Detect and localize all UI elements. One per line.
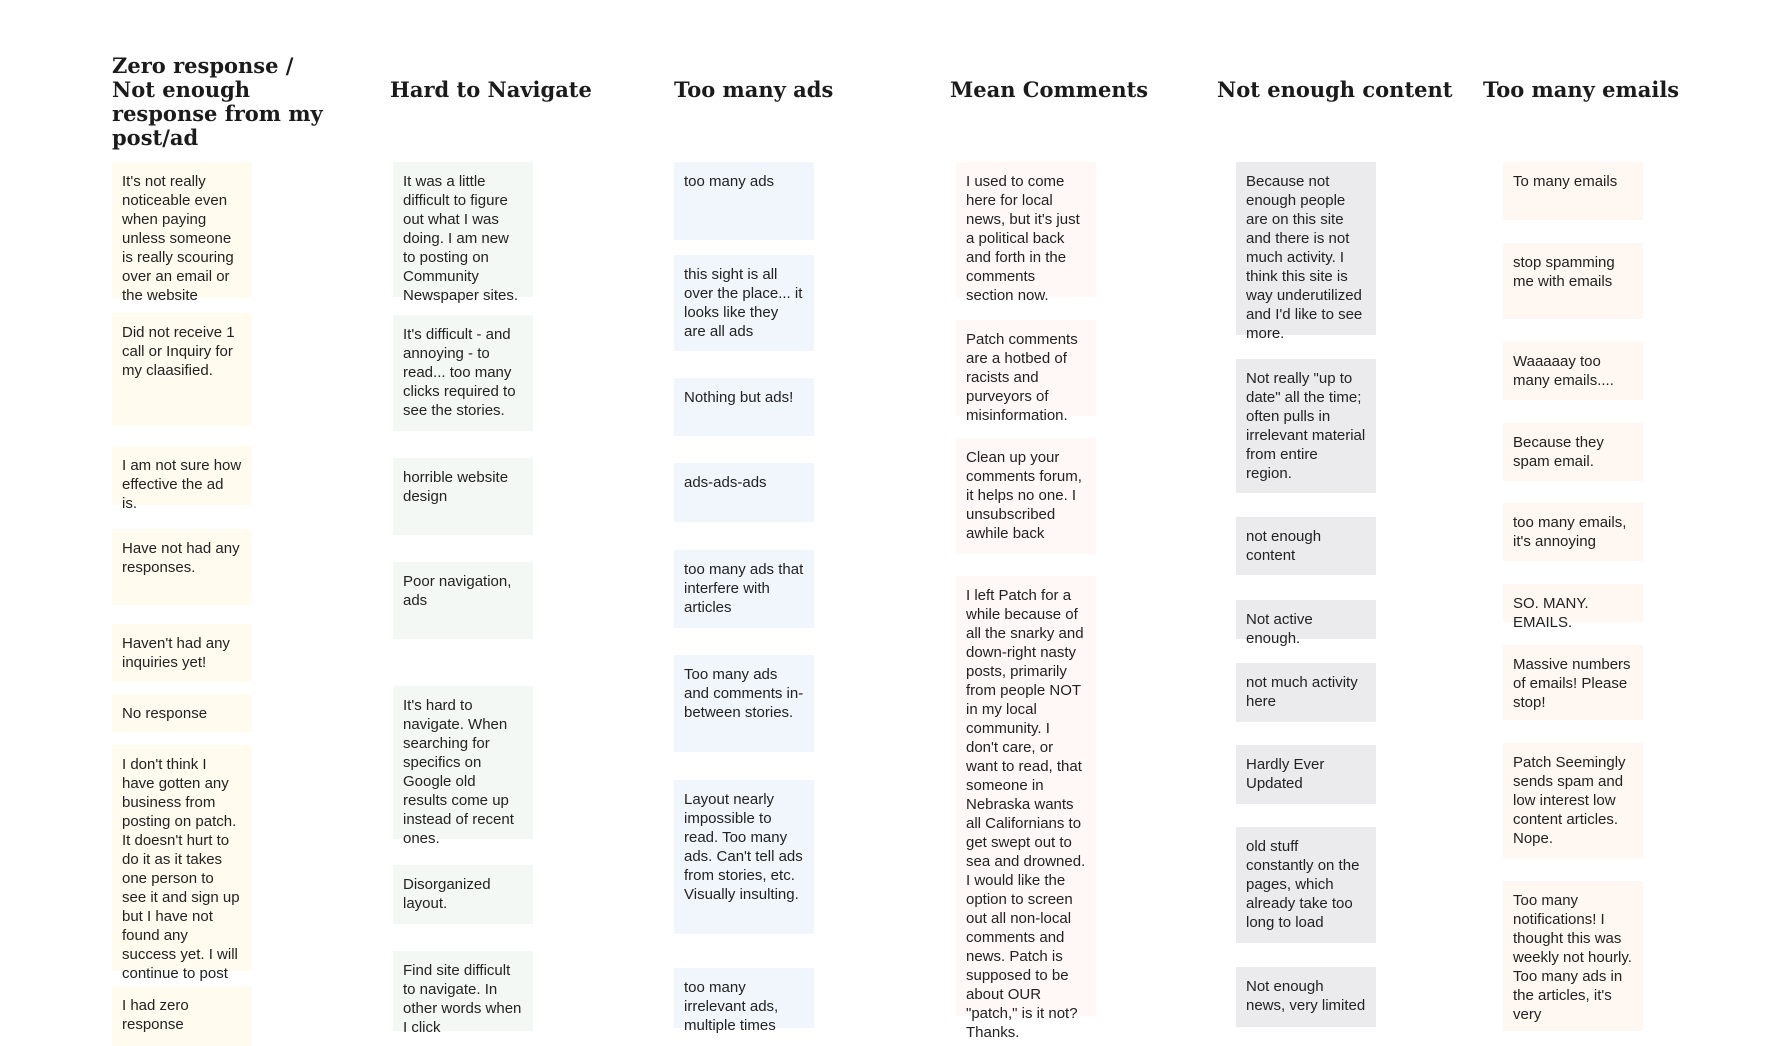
sticky-note[interactable]: It was a little difficult to figure out what I was doing. I am new to posting on Community Newspaper sites. bbox=[393, 162, 533, 297]
sticky-note[interactable]: SO. MANY. EMAILS. bbox=[1503, 584, 1643, 622]
sticky-note[interactable]: too many emails, it's annoying bbox=[1503, 503, 1643, 561]
sticky-note[interactable]: It's hard to navigate. When searching for specifics on Google old results come up instead of recent ones. bbox=[393, 686, 533, 839]
sticky-note[interactable]: Too many notifications! I thought this was weekly not hourly. Too many ads in the articles, it's very bbox=[1503, 881, 1643, 1031]
column-title: Not enough content bbox=[1217, 77, 1453, 102]
sticky-note[interactable]: Not active enough. bbox=[1236, 600, 1376, 639]
column-title: Too many emails bbox=[1483, 77, 1680, 102]
sticky-note[interactable]: It's not really noticeable even when paying unless someone is really scouring over an email or the website bbox=[112, 162, 252, 298]
sticky-note[interactable]: I don't think I have gotten any business from posting on patch. It doesn't hurt to do it as it takes one person to see it and sign up but I have not found any success yet. I will continue to post bbox=[112, 745, 252, 971]
sticky-note[interactable]: too many irrelevant ads, multiple times bbox=[674, 968, 814, 1028]
sticky-note[interactable]: Because they spam email. bbox=[1503, 423, 1643, 481]
sticky-note[interactable]: I used to come here for local news, but it's just a political back and forth in the comments section now. bbox=[956, 162, 1096, 297]
sticky-note[interactable]: I am not sure how effective the ad is. bbox=[112, 446, 252, 505]
sticky-note[interactable]: too many ads that interfere with articles bbox=[674, 550, 814, 628]
sticky-note[interactable]: old stuff constantly on the pages, which already take too long to load bbox=[1236, 827, 1376, 943]
sticky-note[interactable]: Patch Seemingly sends spam and low interest low content articles. Nope. bbox=[1503, 743, 1643, 858]
sticky-note[interactable]: not much activity here bbox=[1236, 663, 1376, 722]
sticky-note[interactable]: ads-ads-ads bbox=[674, 463, 814, 522]
sticky-note[interactable]: To many emails bbox=[1503, 162, 1643, 220]
column-title: Mean Comments bbox=[950, 77, 1149, 102]
sticky-note[interactable]: Too many ads and comments in-between stories. bbox=[674, 655, 814, 752]
sticky-note[interactable]: Patch comments are a hotbed of racists and purveyors of misinformation. bbox=[956, 320, 1096, 416]
sticky-note[interactable]: Hardly Ever Updated bbox=[1236, 745, 1376, 804]
column-not-enough-content bbox=[1217, 0, 1457, 1014]
sticky-note[interactable]: Find site difficult to navigate. In other words when I click bbox=[393, 951, 533, 1031]
column-too-many-ads bbox=[674, 0, 914, 1034]
column-hard-to-navigate bbox=[390, 0, 630, 1036]
sticky-note[interactable]: Massive numbers of emails! Please stop! bbox=[1503, 645, 1643, 720]
sticky-note[interactable]: stop spamming me with emails bbox=[1503, 243, 1643, 319]
sticky-note[interactable]: Waaaaay too many emails.... bbox=[1503, 342, 1643, 400]
sticky-note[interactable]: Have not had any responses. bbox=[112, 529, 252, 605]
sticky-note[interactable]: I had zero response bbox=[112, 986, 252, 1046]
column-title: Too many ads bbox=[674, 77, 834, 102]
sticky-note[interactable]: Did not receive 1 call or Inquiry for my claasified. bbox=[112, 313, 252, 426]
sticky-note[interactable]: Disorganized layout. bbox=[393, 865, 533, 924]
sticky-note[interactable]: It's difficult - and annoying - to read... too many clicks required to see the stories. bbox=[393, 315, 533, 431]
sticky-note[interactable]: I left Patch for a while because of all the snarky and down-right nasty posts, primarily from people NOT in my local community. I don't care, or want to read, that someone in Nebraska wants all Californians to get swept out to sea and drowned. I would like the option to screen out all non-local comments and news. Patch is supposed to be about OUR "patch," is it not? Thanks. bbox=[956, 576, 1096, 1016]
sticky-note[interactable]: Haven't had any inquiries yet! bbox=[112, 624, 252, 682]
column-zero-response bbox=[112, 0, 352, 1033]
sticky-note[interactable]: this sight is all over the place... it looks like they are all ads bbox=[674, 255, 814, 351]
sticky-note[interactable]: Not really "up to date" all the time; often pulls in irrelevant material from entire region. bbox=[1236, 359, 1376, 493]
column-title: Hard to Navigate bbox=[390, 77, 592, 102]
sticky-note[interactable]: Nothing but ads! bbox=[674, 378, 814, 436]
sticky-note[interactable]: too many ads bbox=[674, 162, 814, 240]
column-mean-comments bbox=[950, 0, 1190, 1041]
sticky-note[interactable]: Layout nearly impossible to read. Too many ads. Can't tell ads from stories, etc. Visually insulting. bbox=[674, 780, 814, 934]
sticky-note[interactable]: not enough content bbox=[1236, 517, 1376, 575]
sticky-note[interactable]: horrible website design bbox=[393, 458, 533, 535]
sticky-note[interactable]: No response bbox=[112, 694, 252, 732]
sticky-note[interactable]: Not enough news, very limited bbox=[1236, 967, 1376, 1027]
column-title: Zero response / Not enough response from my post/ad bbox=[112, 53, 323, 150]
sticky-note[interactable]: Because not enough people are on this site and there is not much activity. I think this site is way underutilized and I'd like to see more. bbox=[1236, 162, 1376, 335]
column-too-many-emails bbox=[1483, 0, 1723, 1023]
sticky-note[interactable]: Poor navigation, ads bbox=[393, 562, 533, 639]
sticky-note[interactable]: Clean up your comments forum, it helps no one. I unsubscribed awhile back bbox=[956, 438, 1096, 554]
